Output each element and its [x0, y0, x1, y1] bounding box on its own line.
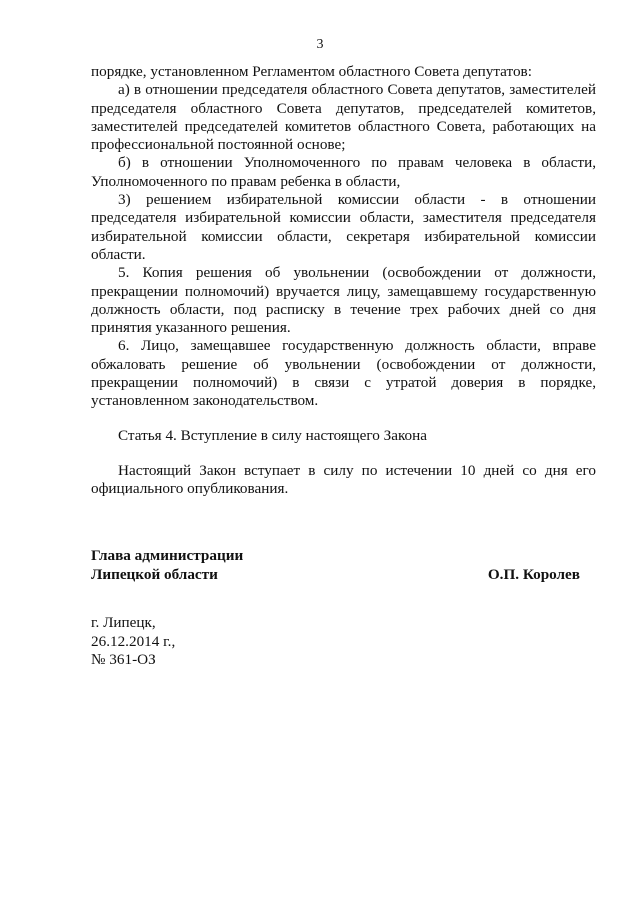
footer-law-number: № 361-ОЗ [91, 651, 156, 668]
signer-position-line1: Глава администрации [91, 547, 244, 564]
page-number: 3 [316, 37, 324, 52]
paragraph-item-a: а) в отношении председателя областного Совета депутатов, заместителей председателя областного Совета депутатов, председателей комитетов, заместителей председателей комитетов областного Совета, работающих на профессиональной постоянной основе; [91, 81, 596, 154]
document-footer [91, 614, 391, 670]
footer-city: г. Липецк, [91, 614, 156, 631]
paragraph-item-6: 6. Лицо, замещавшее государственную должность области, вправе обжаловать решение об увольнении (освобождении от должности, прекращении полномочий) в связи с утратой доверия в порядке, установленном законодательством. [91, 337, 596, 410]
signer-name: О.П. Королев [487, 565, 580, 583]
document-body [91, 63, 596, 411]
footer-date: 26.12.2014 г., [91, 632, 176, 650]
paragraph-continuation: порядке, установленном Регламентом областного Совета депутатов: [91, 63, 532, 80]
paragraph-item-3: 3) решением избирательной комиссии области - в отношении председателя избирательной комиссии области, заместителя председателя избирательной комиссии области, секретаря избирательной комиссии области. [91, 191, 596, 263]
signer-position-line2: Липецкой области [91, 565, 218, 583]
paragraph-item-5: 5. Копия решения об увольнении (освобождении от должности, прекращении полномочий) вручается лицу, замещавшему государственную должность области, под расписку в течение трех рабочих дней со дня принятия указанного решения. [91, 264, 596, 337]
signature-block [91, 547, 596, 584]
article-title: Статья 4. Вступление в силу настоящего Закона [118, 427, 428, 444]
article-text: Настоящий Закон вступает в силу по истечении 10 дней со дня его официального опубликования. [91, 462, 596, 498]
paragraph-item-b: б) в отношении Уполномоченного по правам человека в области, Уполномоченного по правам ребенка в области, [91, 154, 596, 190]
